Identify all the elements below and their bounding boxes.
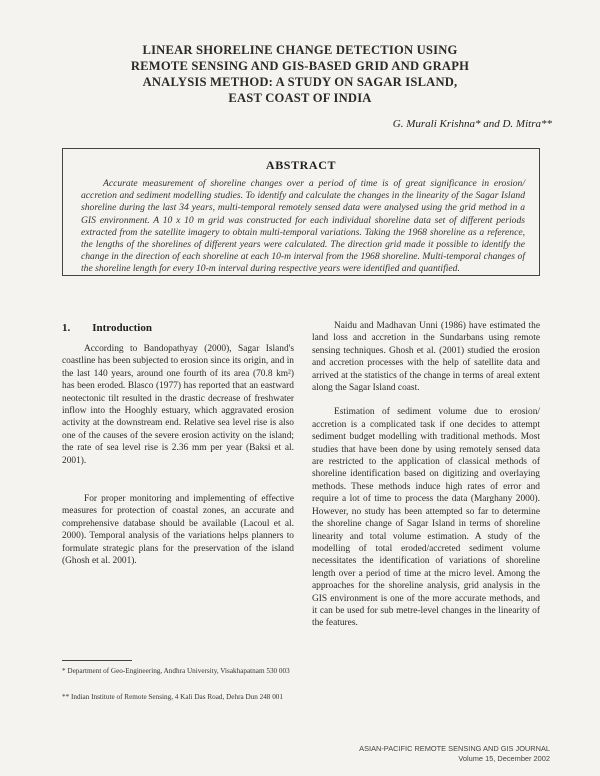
section-number: 1. [62,322,71,334]
footnote: ** Indian Institute of Remote Sensing, 4 Kali Das Road, Dehra Dun 248 001 [62,693,283,701]
journal-name: ASIAN-PACIFIC REMOTE SENSING AND GIS JOURNAL [359,744,550,753]
title-line: EAST COAST OF INDIA [228,91,372,105]
title-line: REMOTE SENSING AND GIS-BASED GRID AND GRAPH [130,59,470,73]
paragraph: According to Bandopathyay (2000), Sagar Island's coastline has been subjected to erosion since its origin, and in the last 140 years, around one fourth of its area (70.8 km²) has been eroded. Blasco (1977) has reported that an eastward neotectonic tilt resulted in the drastic decrease of freshwater inflow into the Hooghly estuary, which aggravated erosion activity at the downstream end. Relative sea level rise is also one of the causes of the severe erosion activity on the island; the rate of sea level rise is 2.36 mm per year (Baksi et al. 2001). [62,344,294,466]
abstract-text: Accurate measurement of shoreline changes over a period of time is of great significance in erosion/ accretion and sediment modelling studies. To identify and calculate the changes in the linearity of the Sagar Island shoreline during the last 34 years, multi-temporal remotely sensed data were analysed using the grid method in a GIS environment. A 10 x 10 m grid was constructed for each individual shoreline data set of different periods extracted from the satellite imagery to obtain multi-temporal variations. Taking the 1968 shoreline as a reference, the lengths of the shorelines of different years were calculated. The direction grid made it possible to identify the change in the direction of each shoreline at each 10-m interval from the 1968 shoreline. Multi-temporal changes of the shoreline length for every 10-m interval during respective years were identified and quantified. [81,178,525,275]
title-line: LINEAR SHORELINE CHANGE DETECTION USING [142,43,458,57]
abstract-box [62,148,540,276]
journal-volume: Volume 15, December 2002 [458,753,550,763]
section-heading [62,322,152,334]
right-column [312,320,540,630]
journal-info [330,744,550,763]
paper-title [100,42,500,106]
footnote-rule [62,660,132,661]
paragraph: For proper monitoring and implementing of effective measures for protection of coastal zones, an accurate and comprehensive database should be available (Lacoul et al. 2000). Temporal analysis of the variations helps planners to formulate strategic plans for the preservation of the island (Ghosh et al. 2001). [62,494,294,567]
abstract-heading: ABSTRACT [265,158,337,172]
left-column [62,343,294,568]
section-title: Introduction [92,322,152,334]
authors: G. Murali Krishna* and D. Mitra** [392,118,552,130]
paragraph: Estimation of sediment volume due to erosion/ accretion is a complicated task if one decides to attempt sediment budget modelling with traditional methods. Most studies that have been done by using remotely sensed data are restricted to the application of classical methods of shoreline identification based on digitizing and overlaying methods. These methods induce high rates of error and require a lot of time to process the data (Marghany 2000). However, no study has been attempted so far to determine the shoreline change of Sagar Island in terms of shoreline linearity and total volume estimation. A study of the modelling of total eroded/accreted sediment volume necessitates the identification of variations of shoreline length over a period of time at the micro level. Among the approaches for the shoreline analysis, grid analysis in the GIS environment is one of the more accurate methods, and it can be used for sub metre-level changes in the linearity of the features. [312,407,540,629]
title-line: ANALYSIS METHOD: A STUDY ON SAGAR ISLAND, [142,75,458,89]
footnote: * Department of Geo-Engineering, Andhra University, Visakhapatnam 530 003 [62,667,290,675]
paragraph: Naidu and Madhavan Unni (1986) have estimated the land loss and accretion in the Sundarbans using remote sensing techniques. Ghosh et al. (2001) studied the erosion and accretion processes with the help of satellite data and arrived at the statistics of the change in terms of areal extent along the Sagar Island coast. [312,321,540,394]
